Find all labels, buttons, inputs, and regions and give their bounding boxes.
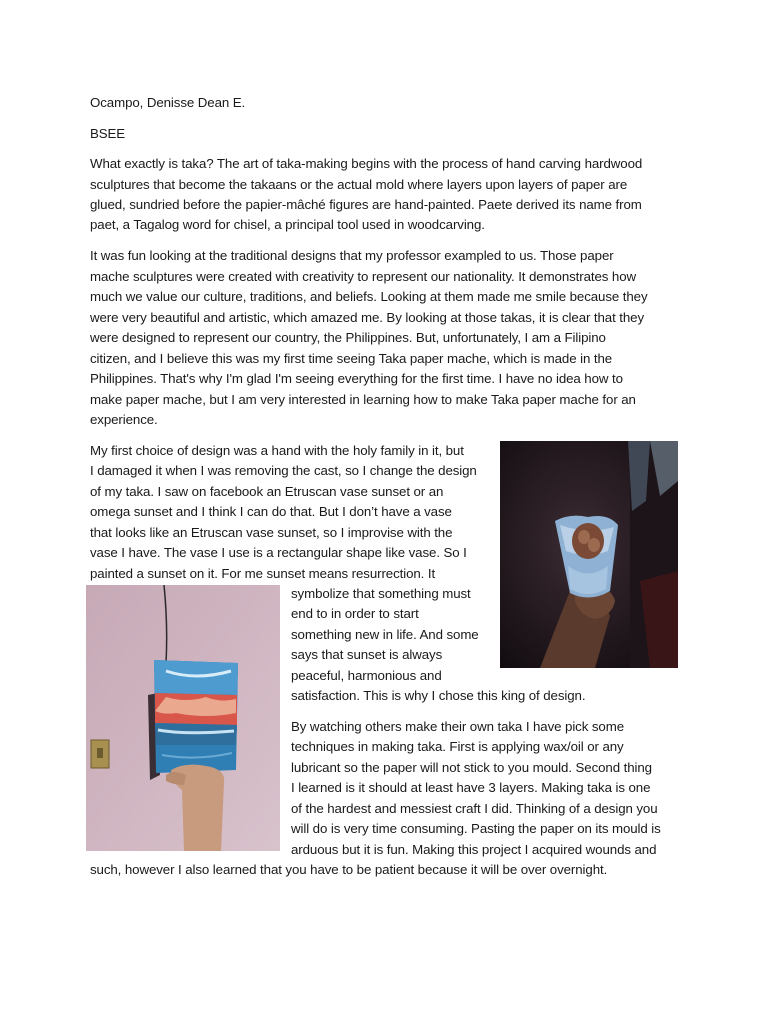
paragraph-line: By watching others make their own taka I have pick some bbox=[291, 719, 624, 734]
paragraph-line: sculptures that become the takaans or the actual mold where layers upon layers of paper are bbox=[90, 177, 628, 192]
paragraph-line: of the hardest and messiest craft I did. Thinking of a design you bbox=[291, 801, 658, 816]
paragraph-line: It was fun looking at the traditional designs that my professor exampled to us. Those paper bbox=[90, 248, 614, 263]
paragraph-line: such, however I also learned that you have to be patient because it will be over overnight. bbox=[90, 862, 608, 877]
paragraph-line: peaceful, harmonious and bbox=[291, 668, 442, 683]
paragraph-line: of my taka. I saw on facebook an Etruscan vase sunset or an bbox=[90, 484, 444, 499]
paragraph-line: end to in order to start bbox=[291, 606, 419, 621]
paragraph-line: What exactly is taka? The art of taka-making begins with the process of hand carving hardwood bbox=[90, 156, 643, 171]
paragraph-line: will do is very time consuming. Pasting the paper on its mould is bbox=[291, 821, 661, 836]
paragraph-line: were designed to represent our country, the Philippines. But, unfortunately, I am a Filipino bbox=[90, 330, 606, 345]
paragraph-line: I damaged it when I was removing the cast, so I change the design bbox=[90, 463, 477, 478]
paragraph-line: experience. bbox=[90, 412, 158, 427]
paragraph-line: paet, a Tagalog word for chisel, a principal tool used in woodcarving. bbox=[90, 217, 485, 232]
sunset-taka-photo bbox=[86, 585, 280, 851]
author-name: Ocampo, Denisse Dean E. bbox=[90, 95, 246, 110]
paragraph-line: glued, sundried before the papier-mâché figures are hand-painted. Paete derived its name from bbox=[90, 197, 642, 212]
paragraph-line: were very beautiful and artistic, which amazed me. By looking at those takas, it is clear that they bbox=[90, 310, 645, 325]
paragraph-line: painted a sunset on it. For me sunset means resurrection. It bbox=[90, 566, 436, 581]
paragraph-line: citizen, and I believe this was my first time seeing Taka paper mache, which is made in the bbox=[90, 351, 613, 366]
paragraph-line: satisfaction. This is why I chose this king of design. bbox=[291, 688, 586, 703]
paragraph-line: says that sunset is always bbox=[291, 647, 443, 662]
paragraph-line: mache sculptures were created with creativity to represent our nationality. It demonstrates how bbox=[90, 269, 637, 284]
paragraph-line: techniques in making taka. First is applying wax/oil or any bbox=[291, 739, 624, 754]
course-label: BSEE bbox=[90, 126, 126, 141]
paragraph-line: make paper mache, but I am very interested in learning how to make Taka paper mache for an bbox=[90, 392, 636, 407]
paragraph-line: arduous but it is fun. Making this project I acquired wounds and bbox=[291, 842, 657, 857]
paragraph-line: My first choice of design was a hand with the holy family in it, but bbox=[90, 443, 464, 458]
paragraph-line: vase I have. The vase I use is a rectangular shape like vase. So I bbox=[90, 545, 467, 560]
paragraph-line: lubricant so the paper will not stick to you mould. Second thing bbox=[291, 760, 652, 775]
paragraph-line: that looks like an Etruscan vase sunset, so I improvise with the bbox=[90, 525, 453, 540]
paragraph-line: something new in life. And some bbox=[291, 627, 479, 642]
paragraph-line: omega sunset and I think I can do that. But I don’t have a vase bbox=[90, 504, 452, 519]
paragraph-line: Philippines. That's why I'm glad I'm seeing everything for the first time. I have no idea how to bbox=[90, 371, 623, 386]
paragraph-line: I learned is it should at least have 3 layers. Making taka is one bbox=[291, 780, 651, 795]
paragraph-line: much we value our culture, traditions, and beliefs. Looking at them made me smile because they bbox=[90, 289, 648, 304]
paragraph-line: symbolize that something must bbox=[291, 586, 471, 601]
holy-family-taka-photo bbox=[500, 441, 678, 668]
